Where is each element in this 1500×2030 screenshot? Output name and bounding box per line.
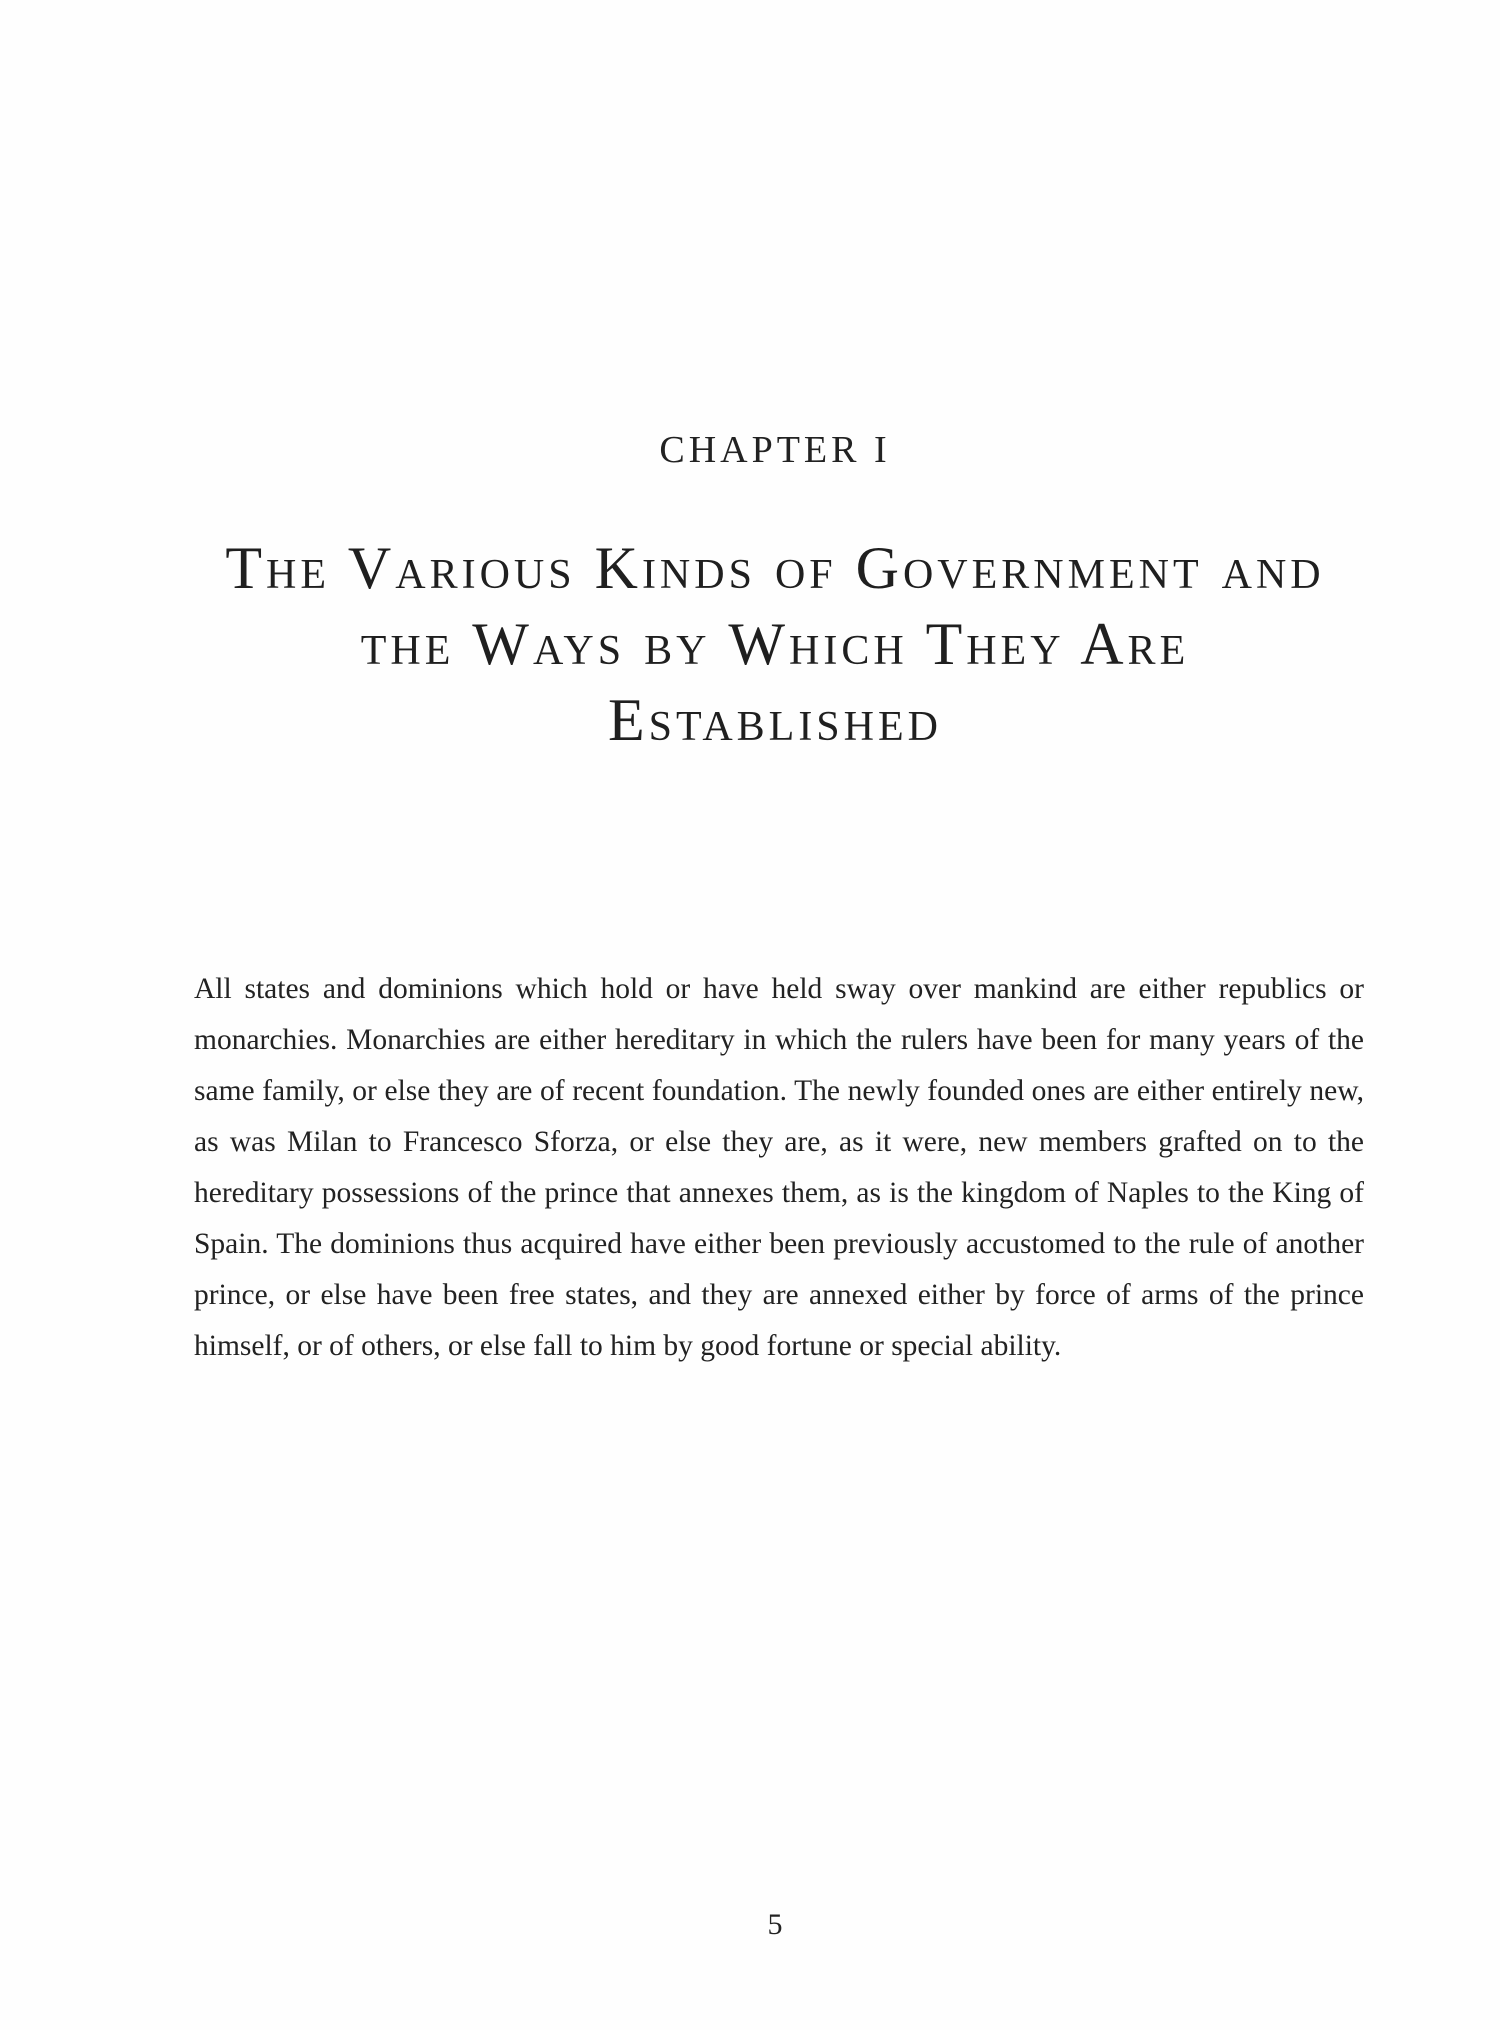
body-paragraph: All states and dominions which hold or have held sway over mankind are either republics or monarchies. Monarchies are either hereditary in which the rulers have been for many years of the same family, or else they are of recent foundation. The newly founded ones are either entirely new, as was Milan to Francesco Sforza, or else they are, as it were, new members grafted on to the hereditary possessions of the prince that annexes them, as is the kingdom of Naples to the King of Spain. The dominions thus acquired have either been previously accustomed to the rule of another prince, or else have been free states, and they are annexed either by force of arms of the prince himself, or of others, or else fall to him by good fortune or special ability. — [194, 973, 1364, 1362]
chapter-label: CHAPTER I — [659, 429, 891, 471]
page-number: 5 — [767, 1908, 783, 1941]
chapter-title: The Various Kinds of Government and the Ways by Which They Are Established — [225, 535, 1325, 753]
